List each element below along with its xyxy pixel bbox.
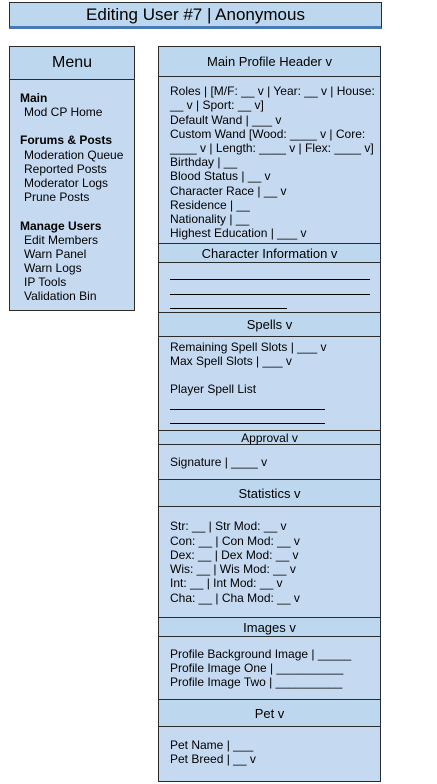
int-field[interactable]: Int: __ | Int Mod: __ v xyxy=(170,576,283,590)
images-header[interactable]: Images v xyxy=(158,617,381,637)
menu-item-warn-panel[interactable]: Warn Panel xyxy=(24,247,87,261)
spell-list-line[interactable] xyxy=(170,409,325,410)
spell-list-line[interactable] xyxy=(170,423,325,424)
con-field[interactable]: Con: __ | Con Mod: __ v xyxy=(170,534,300,548)
wis-field[interactable]: Wis: __ | Wis Mod: __ v xyxy=(170,562,296,576)
character-info-line[interactable] xyxy=(170,294,370,295)
cha-field[interactable]: Cha: __ | Cha Mod: __ v xyxy=(170,591,300,605)
spells-header[interactable]: Spells v xyxy=(158,312,381,337)
custom-wand-field-cont[interactable]: ____ v | Length: ____ v | Flex: ____ v] xyxy=(170,141,374,155)
menu-panel xyxy=(9,46,135,311)
menu-item-prune-posts[interactable]: Prune Posts xyxy=(24,190,90,204)
menu-section-manage-users: Manage Users xyxy=(20,219,102,233)
approval-header[interactable]: Approval v xyxy=(158,430,381,445)
max-spell-slots-field[interactable]: Max Spell Slots | ___ v xyxy=(170,354,292,368)
str-field[interactable]: Str: __ | Str Mod: __ v xyxy=(170,519,287,533)
roles-field-cont[interactable]: __ v | Sport: __ v] xyxy=(170,98,264,112)
character-info-line[interactable] xyxy=(170,308,287,309)
highest-education-field[interactable]: Highest Education | ___ v xyxy=(170,226,307,240)
character-info-line[interactable] xyxy=(170,279,370,280)
pet-breed-field[interactable]: Pet Breed | __ v xyxy=(170,752,256,766)
menu-item-moderator-logs[interactable]: Moderator Logs xyxy=(24,176,109,190)
remaining-spell-slots-field[interactable]: Remaining Spell Slots | ___ v xyxy=(170,340,327,354)
profile-image-two-field[interactable]: Profile Image Two | __________ xyxy=(170,675,343,689)
default-wand-field[interactable]: Default Wand | ___ v xyxy=(170,113,282,127)
custom-wand-field[interactable]: Custom Wand [Wood: ____ v | Core: xyxy=(170,127,366,141)
menu-title: Menu xyxy=(10,47,134,80)
menu-item-ip-tools[interactable]: IP Tools xyxy=(24,275,67,289)
menu-item-validation-bin[interactable]: Validation Bin xyxy=(24,289,97,303)
page-title: Editing User #7 | Anonymous xyxy=(9,2,382,29)
menu-item-mod-cp-home[interactable]: Mod CP Home xyxy=(24,105,103,119)
statistics-header[interactable]: Statistics v xyxy=(158,479,381,507)
blood-status-field[interactable]: Blood Status | __ v xyxy=(170,169,271,183)
profile-image-one-field[interactable]: Profile Image One | __________ xyxy=(170,661,344,675)
birthday-field[interactable]: Birthday | __ xyxy=(170,155,238,169)
profile-background-image-field[interactable]: Profile Background Image | _____ xyxy=(170,647,352,661)
dex-field[interactable]: Dex: __ | Dex Mod: __ v xyxy=(170,548,299,562)
character-panel xyxy=(158,262,381,312)
player-spell-list-label: Player Spell List xyxy=(170,382,257,396)
character-information-header[interactable]: Character Information v xyxy=(158,243,381,263)
menu-item-warn-logs[interactable]: Warn Logs xyxy=(24,261,82,275)
roles-field[interactable]: Roles | [M/F: __ v | Year: __ v | House: xyxy=(170,84,375,98)
pet-name-field[interactable]: Pet Name | ___ xyxy=(170,738,254,752)
nationality-field[interactable]: Nationality | __ xyxy=(170,212,250,226)
pet-header[interactable]: Pet v xyxy=(158,699,381,727)
menu-section-main: Main xyxy=(20,91,48,105)
menu-item-moderation-queue[interactable]: Moderation Queue xyxy=(24,148,124,162)
menu-item-edit-members[interactable]: Edit Members xyxy=(24,233,99,247)
residence-field[interactable]: Residence | __ xyxy=(170,198,250,212)
main-profile-header[interactable]: Main Profile Header v xyxy=(158,46,381,77)
signature-field[interactable]: Signature | ____ v xyxy=(170,455,268,469)
character-race-field[interactable]: Character Race | __ v xyxy=(170,184,287,198)
menu-section-forums-posts: Forums & Posts xyxy=(20,133,113,147)
menu-item-reported-posts[interactable]: Reported Posts xyxy=(24,162,107,176)
